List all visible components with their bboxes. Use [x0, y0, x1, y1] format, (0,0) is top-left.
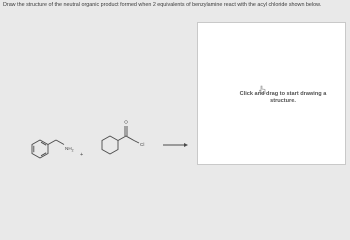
- plus-sign: +: [80, 152, 84, 158]
- cyclohexane-ring: [102, 136, 118, 154]
- carbonyl-oxygen-label: O: [124, 119, 128, 125]
- benzene-ring: [32, 140, 48, 158]
- c-cl-bond: [134, 141, 139, 144]
- chlorine-label: Cl: [140, 142, 145, 147]
- drawing-canvas[interactable]: [197, 22, 346, 165]
- canvas-prompt-line-1: Click and drag to start drawing a: [239, 91, 327, 97]
- amine-bond: [56, 140, 64, 145]
- benzylamine-structure: [32, 140, 64, 158]
- acyl-bond: [126, 136, 134, 141]
- reaction-arrow: [163, 143, 188, 147]
- reaction-scheme: [0, 0, 200, 167]
- ch2-bond: [118, 136, 126, 141]
- acyl-chloride-structure: [102, 126, 139, 154]
- question-text: Draw the structure of the neutral organic product formed when 2 equivalents of benzylamine react with the acyl chloride shown below.: [3, 2, 322, 8]
- benzylic-bond: [48, 140, 56, 145]
- canvas-prompt-line-2: structure.: [270, 98, 296, 104]
- amine-label: $NH_2$: [65, 146, 74, 153]
- canvas-prompt: [218, 91, 348, 105]
